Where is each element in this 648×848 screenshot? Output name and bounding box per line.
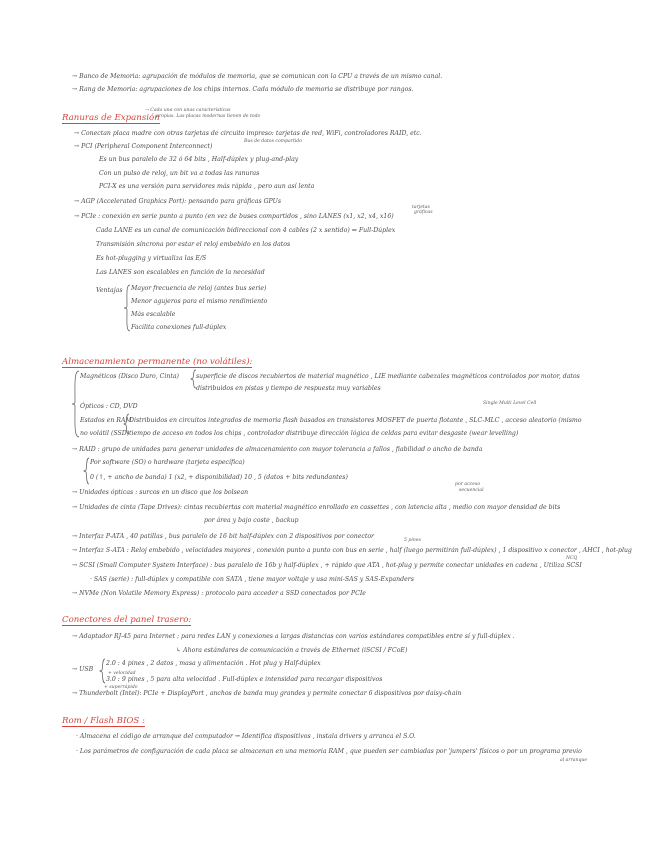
expansion-connect-line: → Conectan placa madre con otras tarjetas de circuito impreso: tarjetas de red, WiFi, controladores RAID, etc. xyxy=(74,130,422,137)
sata-pins-note: 5 pines xyxy=(404,538,421,543)
pci-line: → PCI (Peripheral Component Interconnect) xyxy=(74,143,213,150)
magnetic-label: Magnéticos (Disco Duro, Cinta) xyxy=(80,373,179,380)
rom-bullet-1: · Almacena el código de arranque del computador ⇝ Identifica dispositivos , instala drivers y arranca el S.O. xyxy=(76,733,416,740)
pcie-detail-4: Las LANES son escalables en función de la necesidad xyxy=(96,269,265,276)
memory-rank-line: → Rang de Memoria: agrupaciones de los chips internos. Cada módulo de memoria se distribuye por rangos. xyxy=(72,86,414,93)
pcie-note-1: tarjetas xyxy=(412,205,430,210)
rom-bullet-2: · Los parámetros de configuración de cada placa se almacenan en una memoria RAM , que pueden ser cambiadas por 'jumpers' físicos o por un programa previo xyxy=(76,748,582,755)
pci-detail-1: Es un bus paralelo de 32 ó 64 bits , Half-dúplex y plug-and-play xyxy=(99,156,299,163)
pci-note: Bus de datos compartido xyxy=(244,139,302,144)
pcie-note-2: gráficas xyxy=(414,210,433,215)
advantages-label: Ventajas xyxy=(96,287,123,294)
advantage-4: Facilita conexiones full-dúplex xyxy=(131,324,227,331)
optical-note-1: por acceso xyxy=(455,482,481,487)
expansion-note-1: → Cada una con unas características xyxy=(145,108,231,113)
rom-note: al arranque xyxy=(560,758,588,763)
ssd-label-2: no volátil (SSD) xyxy=(80,430,130,437)
rear-connectors-heading: Conectores del panel trasero: xyxy=(62,615,192,625)
rom-bios-heading: Rom / Flash BIOS : xyxy=(62,716,145,726)
thunderbolt-note: + superrápido xyxy=(104,685,138,690)
raid-detail-2: 0 (↑, + ancho de banda) 1 (x2, + disponibilidad) 10 , 5 (datos + bits redundantes) xyxy=(90,474,348,481)
advantage-1: Mayor frecuencia de reloj (antes bus serie) xyxy=(131,285,267,292)
nvme-line: → NVMe (Non Volatile Memory Express) : protocolo para acceder a SSD conectados por PCIe xyxy=(72,590,366,597)
pcie-detail-2: Transmisión síncrona por estar el reloj embebido en los datos xyxy=(96,241,291,248)
pata-line: → Interfaz P-ATA , 40 patillas , bus paralelo de 16 bit half-dúplex con 2 dispositivos por conector xyxy=(72,533,375,540)
rj45-detail: ↳ Ahora estándares de comunicación a través de Ethernet (iSCSI / FCoE) xyxy=(176,647,408,654)
usb2-line: 2.0 : 4 pines , 2 datos , masa y alimentación . Hot plug y Half-dúplex xyxy=(106,660,321,667)
scsi-line: → SCSI (Small Computer System Interface) : bus paralelo de 16b y half-dúplex , + rápido que ATA , hot-plug y permite conectar unidades en cadena , Utiliza SCSI xyxy=(72,562,582,569)
usb3-speed-note: + velocidad xyxy=(108,671,136,676)
advantage-2: Menor agujeros para el mismo rendimiento xyxy=(131,298,268,305)
ncq-note: NCQ xyxy=(566,556,578,561)
agp-line: → AGP (Accelerated Graphics Port): pensando para gráficas GPUs xyxy=(74,198,281,205)
thunderbolt-line: → Thunderbolt (Intel): PCIe + DisplayPort , anchos de banda muy grandes y permite conectar 6 dispositivos por daisy-chain xyxy=(72,690,462,697)
ssd-label-1: Estados en RAM xyxy=(80,417,132,424)
storage-brace xyxy=(72,370,80,438)
memory-bank-line: → Banco de Memoria: agrupación de módulos de memoria, que se comunican con la CPU a través de un mismo canal. xyxy=(72,73,443,80)
sata-line: → Interfaz S-ATA : Reloj embebido , velocidades mayores , conexión punto a punto con bus en serie , half (luego permitirán full-dúplex) , 1 dispositivo x conector , AHCI , hot-plug xyxy=(72,547,632,554)
sas-line: · SAS (serie) : full-dúplex y compatible con SATA , tiene mayor voltaje y usa mini-SAS y SAS-Expanders xyxy=(90,576,414,583)
expansion-note-2: propias. Las placas modernas tienen de todo xyxy=(156,114,261,119)
raid-detail-1: Por software (SO) o hardware (tarjeta específica) xyxy=(90,459,245,466)
optical-units-line: → Unidades ópticas : surcos en un disco que los bolsean xyxy=(72,489,249,496)
magnetic-detail-1: superficie de discos recubiertos de material magnético , LIE mediante cabezales magnéticos controlados por motor, datos xyxy=(196,373,580,380)
storage-heading: Almacenamiento permanente (no volátiles): xyxy=(62,357,253,367)
pci-detail-2: Con un pulso de reloj, un bit va a todas las ranuras xyxy=(99,170,260,177)
pci-detail-3: PCI-X es una versión para servidores más rápida , pero aun así lenta xyxy=(99,183,315,190)
advantage-3: Más escalable xyxy=(131,311,176,318)
slc-mlc-note: Single Multi Level Cell xyxy=(483,401,537,406)
pcie-detail-1: Cada LANE es un canal de comunicación bidireccional con 4 cables (2 x sentido) ⇒ Full-Dúplex xyxy=(96,227,396,234)
rj45-line: → Adaptador RJ-45 para Internet : para redes LAN y conexiones a largas distancias con varios estándares compatibles entre sí y full-dúplex . xyxy=(72,633,515,640)
usb3-line: 3.0 : 9 pines , 5 para alta velocidad . Full-dúplex e intensidad para recargar dispositivos xyxy=(106,676,383,683)
raid-line: → RAID : grupo de unidades para generar unidades de almacenamiento con mayor tolerancia a fallos , fiabilidad o ancho de banda xyxy=(72,446,483,453)
pcie-detail-3: Es hot-plugging y virtualiza las E/S xyxy=(96,255,207,262)
usb-label: → USB xyxy=(72,666,94,673)
magnetic-detail-2: distribuidos en pistas y tiempo de respuesta muy variables xyxy=(196,385,381,392)
expansion-slots-heading: Ranuras de Expansión xyxy=(62,113,160,123)
optical-label: Ópticos : CD, DVD xyxy=(80,403,138,410)
ssd-detail-2: tiempo de acceso en todos los chips , controlador distribuye dirección lógica de celdas para evitar desgaste (wear levelling) xyxy=(129,430,519,437)
tape-line: → Unidades de cinta (Tape Drives): cintas recubiertas con material magnético enrollado en cassettes , con latencia alta , medio con mayor densidad de bits xyxy=(72,504,561,511)
pcie-line: → PCIe : conexión en serie punto a punto (en vez de buses compartidos , sino LANES (x1, x2, x4, x16) xyxy=(74,213,394,220)
ssd-detail-1: Distribuidos en circuitos integrados de memoria flash basados en transistores MOSFET de puerta flotante , SLC-MLC , acceso aleatorio (mismo xyxy=(129,417,582,424)
tape-line-2: por área y bajo coste , backup xyxy=(204,517,299,524)
optical-note-2: secuencial xyxy=(459,488,484,493)
